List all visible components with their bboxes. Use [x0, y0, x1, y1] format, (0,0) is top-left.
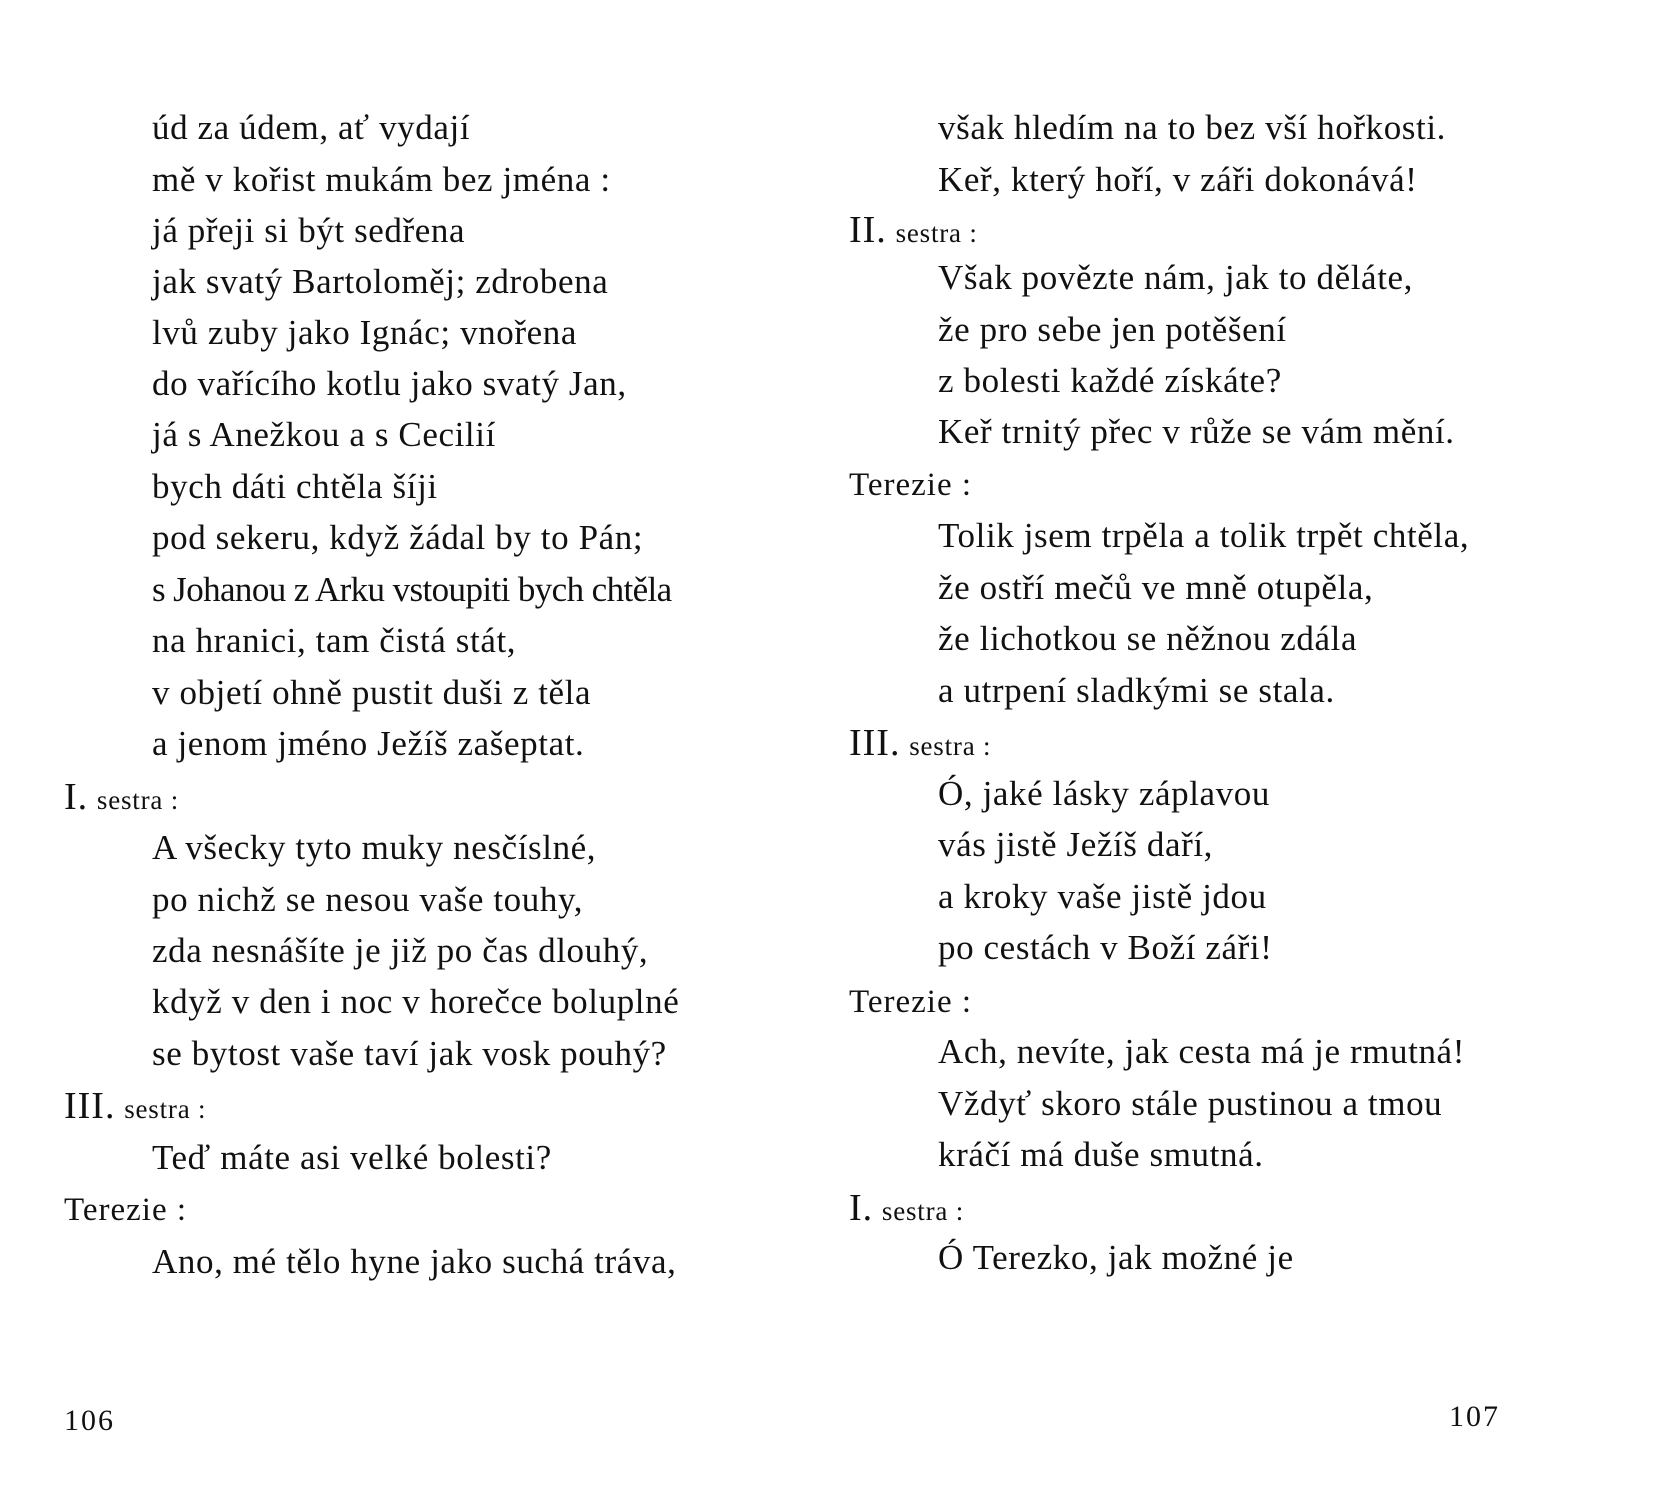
verse-line: zda nesnášíte je již po čas dlouhý,	[152, 931, 649, 970]
verse-line: Teď máte asi velké bolesti?	[152, 1138, 552, 1177]
page-number: 107	[1449, 1400, 1500, 1433]
verse-line: Ó, jaké lásky záplavou	[938, 774, 1270, 813]
speaker-word: sestra :	[96, 785, 180, 815]
verse-line: Keř trnitý přec v růže se vám mění.	[938, 412, 1455, 451]
verse-line: že ostří mečů ve mně otupěla,	[938, 568, 1374, 607]
verse-line: s Johanou z Arku vstoupiti bych chtěla	[152, 570, 672, 609]
verse-line: že pro sebe jen potěšení	[938, 310, 1287, 349]
speaker-label	[849, 210, 978, 253]
verse-line: z bolesti každé získáte?	[938, 361, 1282, 400]
verse-line: A všecky tyto muky nesčíslné,	[152, 828, 597, 867]
speaker-label	[64, 1086, 206, 1129]
right-page	[827, 0, 1654, 1500]
verse-line: já s Anežkou a s Cecilií	[152, 415, 496, 454]
speaker-word: sestra :	[881, 1196, 965, 1226]
speaker-label	[64, 777, 179, 820]
speaker-word: sestra :	[895, 218, 978, 248]
verse-line: Keř, který hoří, v záři dokonává!	[938, 160, 1418, 199]
verse-line: Ano, mé tělo hyne jako suchá tráva,	[152, 1242, 677, 1281]
verse-line: Vždyť skoro stále pustinou a tmou	[938, 1084, 1443, 1123]
verse-line: že lichotkou se něžnou zdála	[938, 619, 1358, 658]
verse-line: úd za údem, ať vydají	[152, 108, 471, 147]
speaker-label: Terezie :	[849, 984, 973, 1020]
verse-line: a jenom jméno Ježíš zašeptat.	[152, 724, 585, 763]
verse-line: po nichž se nesou vaše touhy,	[152, 880, 584, 919]
speaker-label	[849, 1188, 964, 1231]
verse-line: jak svatý Bartoloměj; zdrobena	[152, 262, 609, 301]
speaker-numeral: III.	[64, 1085, 116, 1127]
verse-line: a kroky vaše jistě jdou	[938, 877, 1267, 916]
speaker-numeral: I.	[64, 776, 89, 818]
verse-line: bych dáti chtěla šíji	[152, 467, 438, 506]
speaker-label: Terezie :	[64, 1192, 188, 1228]
speaker-label	[849, 723, 991, 766]
page-number: 106	[64, 1404, 115, 1437]
speaker-word: sestra :	[124, 1094, 207, 1124]
verse-line: a utrpení sladkými se stala.	[938, 671, 1335, 710]
verse-line: když v den i noc v horečce boluplné	[152, 982, 680, 1021]
verse-line: já přeji si být sedřena	[152, 211, 466, 250]
verse-line: na hranici, tam čistá stát,	[152, 621, 517, 660]
verse-line: Tolik jsem trpěla a tolik trpět chtěla,	[938, 516, 1470, 555]
verse-line: po cestách v Boží záři!	[938, 928, 1273, 967]
verse-line: v objetí ohně pustit duši z těla	[152, 673, 592, 712]
verse-line: Však povězte nám, jak to děláte,	[938, 258, 1414, 297]
verse-line: lvů zuby jako Ignác; vnořena	[152, 313, 577, 352]
verse-line: kráčí má duše smutná.	[938, 1135, 1264, 1174]
verse-line: Ó Terezko, jak možné je	[938, 1238, 1294, 1277]
verse-line: se bytost vaše taví jak vosk pouhý?	[152, 1034, 667, 1073]
speaker-numeral: I.	[849, 1187, 874, 1229]
verse-line: pod sekeru, když žádal by to Pán;	[152, 518, 644, 557]
verse-line: Ach, nevíte, jak cesta má je rmutná!	[938, 1032, 1465, 1071]
speaker-word: sestra :	[909, 731, 992, 761]
speaker-label: Terezie :	[849, 467, 973, 503]
speaker-numeral: II.	[849, 209, 887, 251]
verse-line: do vařícího kotlu jako svatý Jan,	[152, 364, 627, 403]
speaker-numeral: III.	[849, 722, 901, 764]
verse-line: mě v kořist mukám bez jména :	[152, 160, 611, 199]
verse-line: však hledím na to bez vší hořkosti.	[938, 108, 1447, 147]
verse-line: vás jistě Ježíš daří,	[938, 825, 1214, 864]
